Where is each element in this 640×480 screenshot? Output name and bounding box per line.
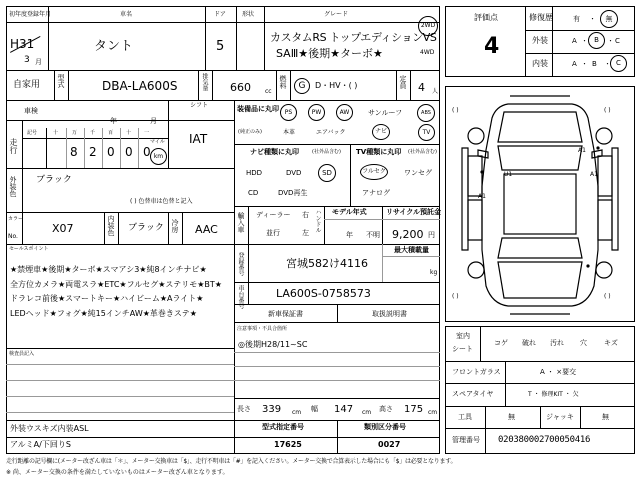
- width-label: 幅: [311, 405, 318, 413]
- recycle-label: リサイクル預託金: [386, 208, 442, 216]
- capacity-unit: 人: [432, 88, 439, 95]
- height-value: 175: [404, 404, 424, 415]
- equip-pw-circle: PW: [308, 104, 325, 121]
- type-designation-label: 型式指定番号: [262, 423, 304, 431]
- footer-line2: ※ 尚、メーター交換の条件を満たしていないものはメーター改ざん車となります。: [6, 469, 229, 476]
- seat-item: 破れ: [522, 339, 536, 347]
- exterior-color-label: 外装色: [9, 176, 17, 197]
- km-circle: km: [150, 148, 167, 165]
- sales-points-title: セールスポイント: [9, 246, 49, 252]
- class-number-label: 類別区分番号: [364, 423, 406, 431]
- mileage-digit: 8: [70, 145, 78, 159]
- repair-opt-yes: 有: [573, 15, 580, 23]
- seat-item: 穴: [580, 339, 587, 347]
- exterior-color-value: ブラック: [36, 175, 72, 185]
- footer-line1: 走行距離の記号欄に(メーター改ざん車は「＊」、メーター交換車は「$」、走行不明車は「#」を記入ください。メーター交換で合算表示した場合にも「$」は必要となります。: [6, 458, 457, 465]
- seat-item: キズ: [604, 339, 618, 347]
- navi-title: ナビ種類に丸印: [250, 148, 299, 156]
- color-no-value: X07: [52, 222, 74, 235]
- sales-point-line: ドラレコ前後★スマートキー★ハイビーム★Aライト★: [10, 294, 204, 303]
- tools-value: 無: [508, 413, 515, 421]
- management-no-label: 管理番号: [452, 436, 480, 444]
- damage-label-u1: U1: [504, 171, 513, 178]
- damage-label-a1-right: A1: [590, 171, 598, 178]
- equip-abs-circle: ABS: [417, 104, 435, 122]
- shift-value: IAT: [189, 132, 208, 146]
- shift-label: シフト: [190, 102, 209, 109]
- car-name-label: 車名: [120, 11, 133, 18]
- mile-label: マイル: [150, 139, 165, 145]
- seat-item: コゲ: [494, 339, 508, 347]
- car-name-value: タント: [94, 39, 134, 54]
- import-label: 輸入車: [237, 212, 245, 233]
- drive-2wd-circle: 2WD: [418, 16, 438, 36]
- grade-line2: SAⅢ★後期★ターボ★: [276, 47, 383, 60]
- seat-label-1: 室内: [456, 332, 470, 340]
- spare-tire-label: スペアタイヤ: [452, 390, 494, 398]
- first-reg-era: H31: [10, 37, 35, 51]
- inspection-label: 車検: [24, 107, 38, 115]
- car-damage-diagram: A1 U1 A1 A1 ( ) ( ) ( ) ( ): [448, 90, 632, 318]
- damage-label-a1-top: A1: [578, 147, 586, 154]
- grade-line1: カスタムRS トップエディションVS: [270, 31, 437, 44]
- registration-label: 登録番号: [237, 252, 244, 276]
- use-value: 自家用: [13, 80, 41, 90]
- repair-opt-no-circle: 無: [600, 10, 618, 28]
- mileage-label: 走行: [9, 138, 18, 154]
- length-value: 339: [262, 404, 282, 415]
- interior-color-value: ブラック: [128, 223, 164, 233]
- jack-label: ジャッキ: [546, 413, 574, 421]
- bottom-note-line2: アルミA/下回りS: [10, 440, 71, 449]
- recycle-value: 9,200: [392, 228, 424, 241]
- equip-tv-circle: TV: [418, 124, 435, 141]
- fuel-label: 燃料: [279, 75, 287, 89]
- fuel-g-circle: G: [294, 78, 310, 94]
- mileage-digit: 0: [107, 145, 115, 159]
- sales-point-line: LEDヘッド★フォグ★純15インチAW★革巻きステ★: [10, 309, 197, 318]
- inspector-notes-title: 検査員記入: [9, 351, 35, 357]
- management-no-value: 020380002700050416: [498, 435, 591, 445]
- tv-fullseg-circle: フルセグ: [360, 164, 388, 180]
- model-code-value: DBA-LA600S: [102, 79, 178, 93]
- model-year-label: モデル年式: [332, 208, 367, 216]
- repair-label: 修復歴: [529, 13, 553, 22]
- tv-title: TV種類に丸印: [356, 148, 402, 156]
- front-glass-label: フロントガラス: [452, 368, 501, 376]
- exterior-grade-circle: B: [588, 32, 605, 49]
- mileage-digit: 2: [89, 145, 97, 159]
- bottom-note-line1: 外装ウスキズ内装ASL: [10, 424, 89, 433]
- chassis-label: 車台番号: [237, 285, 244, 309]
- seat-label-2: シート: [452, 345, 473, 353]
- score-value: 4: [484, 34, 500, 59]
- interior-grade-circle: C: [610, 55, 627, 72]
- car-outline-icon: [448, 90, 632, 318]
- notes-line1: ◎後期H28/11~SC: [238, 340, 308, 349]
- equip-ps-circle: PS: [280, 104, 297, 121]
- type-designation-value: 17625: [274, 440, 302, 449]
- displacement-value: 660: [230, 81, 251, 94]
- capacity-label: 定員: [399, 75, 407, 89]
- mileage-digit: 0: [143, 145, 151, 159]
- mileage-digit: 0: [125, 145, 133, 159]
- fuel-other-options: D・HV・( ): [315, 81, 358, 90]
- equip-navi-circle: ナビ: [372, 124, 390, 140]
- interior-label: 内装: [532, 59, 548, 68]
- front-glass-value: A ・ ×要交: [540, 368, 577, 376]
- door-label: ドア: [214, 11, 226, 18]
- capacity-value: 4: [418, 81, 425, 94]
- ac-value: AAC: [195, 223, 218, 236]
- owner-manual: 取扱説明書: [372, 310, 407, 318]
- model-label: 型式: [57, 74, 65, 88]
- notes-title: 注意事項・不具合箇所: [237, 326, 288, 332]
- registration-value: 宮城582け4116: [286, 257, 368, 270]
- sales-point-line: ★禁煙車★後期★ターボ★スマアシ3★純8インチナビ★: [10, 265, 207, 274]
- grade-label: グレード: [324, 11, 349, 18]
- ac-label: 冷房: [171, 219, 179, 233]
- damage-label-a1-left: A1: [478, 193, 486, 200]
- length-label: 長さ: [237, 405, 251, 413]
- drive-4wd-label: 4WD: [420, 49, 435, 56]
- first-reg-month: 3: [24, 55, 30, 65]
- first-reg-month-unit: 月: [35, 58, 42, 66]
- width-value: 147: [334, 404, 354, 415]
- spare-tire-value: T ・ 修理KIT ・ 欠: [528, 391, 579, 398]
- displacement-unit: cc: [265, 88, 272, 95]
- interior-color-label: 内装色: [107, 215, 115, 236]
- color-change-note: ( ) 色替車は色替と記入: [130, 198, 193, 205]
- score-label: 評価点: [474, 13, 498, 22]
- shape-label: 形状: [242, 11, 255, 18]
- displacement-label: 排気量: [201, 73, 208, 91]
- equipment-title: 装備品に丸印: [237, 105, 279, 113]
- sales-point-line: 全方位カメラ★両電スラ★ETC★フルセグ★ステリモ★BT★: [10, 280, 222, 289]
- warranty-book: 新車保証書: [268, 310, 303, 318]
- doors-value: 5: [216, 39, 225, 54]
- equip-aw-circle: AW: [336, 104, 353, 121]
- max-load-label: 最大積載量: [394, 246, 429, 254]
- jack-value: 無: [602, 413, 609, 421]
- seat-item: 汚れ: [550, 339, 564, 347]
- tools-label: 工具: [458, 413, 472, 421]
- class-number-value: 0027: [378, 440, 401, 449]
- chassis-value: LA600S-0758573: [276, 287, 371, 300]
- first-reg-label: 初年度登録年月: [9, 11, 52, 18]
- navi-sd-circle: SD: [318, 164, 336, 182]
- height-label: 高さ: [379, 405, 393, 413]
- exterior-label: 外装: [532, 36, 548, 45]
